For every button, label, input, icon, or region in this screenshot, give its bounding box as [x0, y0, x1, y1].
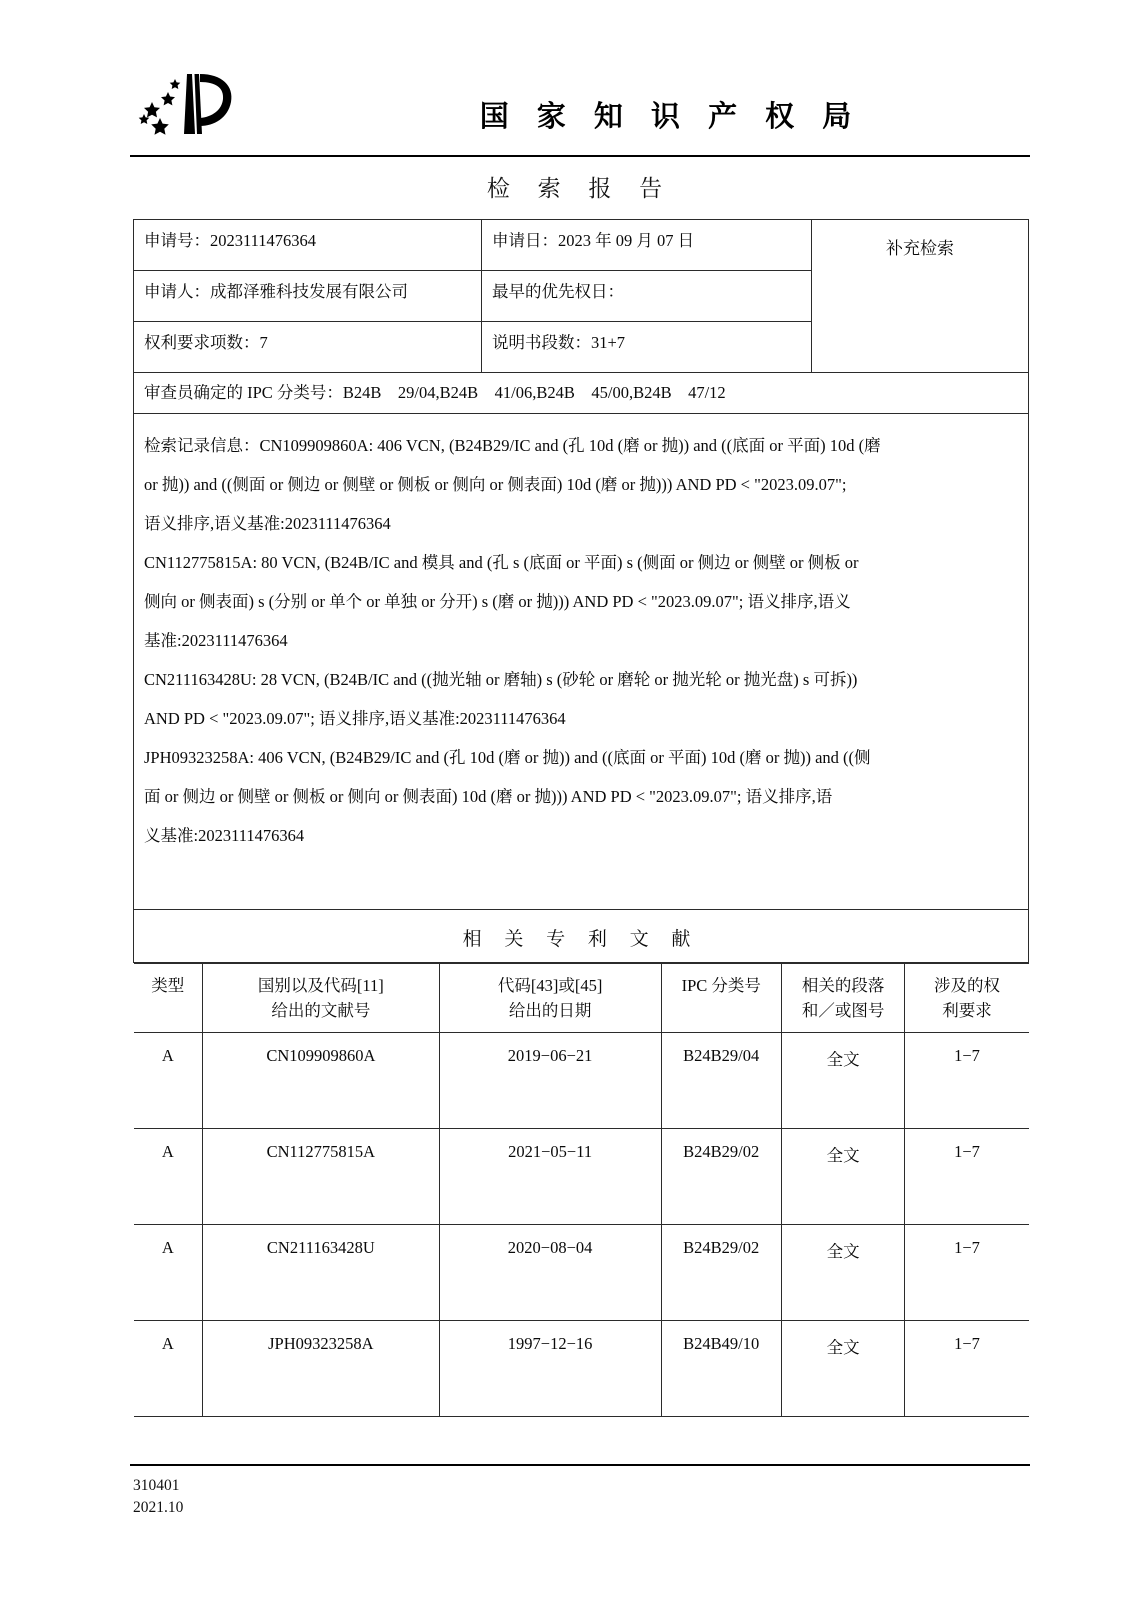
search-record-line: 面 or 侧边 or 侧壁 or 侧板 or 侧向 or 侧表面) 10d (磨 or 抛))) AND PD < "2023.09.07"; 语义排序,语 [144, 786, 833, 806]
claims-count-label: 权利要求项数：7 [144, 333, 268, 352]
table-row [134, 373, 1029, 414]
cnipa-emblem-icon [130, 62, 250, 150]
ipc-value: B24B49/10 [683, 1333, 760, 1353]
search-record-line: CN211163428U: 28 VCN, (B24B/IC and ((抛光轴 or 磨轴) s (砂轮 or 磨轮 or 抛光轮 or 抛光盘) s 可拆)) [144, 669, 858, 689]
table-row [134, 413, 1029, 909]
ipc-value: B24B29/04 [683, 1045, 760, 1065]
footer [133, 1475, 183, 1520]
column-header-date-label [440, 964, 661, 1032]
column-header-ipc-label [662, 964, 781, 1007]
column-header-date [439, 963, 661, 1032]
column-header-doc-number [203, 963, 440, 1032]
applicant-cell [134, 271, 482, 322]
search-records-block [134, 414, 1028, 855]
claims-value: 1−7 [954, 1045, 980, 1065]
column-header-claims [905, 963, 1029, 1032]
header-divider [130, 155, 1030, 157]
ipc-value: B24B29/02 [683, 1141, 760, 1161]
earliest-priority-label: 最早的优先权日： [492, 282, 624, 301]
cell-ipc [661, 1128, 781, 1224]
search-records-cell [134, 413, 1029, 909]
table-row [134, 220, 1029, 271]
col-line-2: 给出的日期 [508, 1001, 592, 1021]
table-row [134, 962, 1029, 1417]
paragraphs-value: 全文 [826, 1049, 860, 1069]
application-number-cell [134, 220, 482, 271]
search-record-line: JPH09323258A: 406 VCN, (B24B29/IC and (孔 10d (磨 or 抛)) and ((底面 or 平面) 10d (磨 or 抛)) and ((侧 [144, 747, 871, 767]
related-documents-table-cell [134, 962, 1029, 1417]
cell-type [134, 1128, 203, 1224]
application-number-label: 申请号：2023111476364 [144, 231, 317, 250]
form-revision: 2021.10 [133, 1499, 184, 1517]
footer-divider [130, 1464, 1030, 1466]
type-value: A [161, 1237, 174, 1257]
cell-type [134, 1320, 203, 1416]
column-header-type [134, 963, 203, 1032]
claims-value: 1−7 [954, 1333, 980, 1353]
cell-doc-number [203, 1032, 440, 1128]
cell-claims [905, 1224, 1029, 1320]
report-table [133, 219, 1029, 1417]
application-date-cell [482, 220, 812, 271]
cell-paragraphs [781, 1128, 905, 1224]
table-row [134, 1032, 1029, 1128]
cell-claims [905, 1320, 1029, 1416]
table-header-row [134, 963, 1029, 1032]
cell-date [439, 1320, 661, 1416]
type-value: A [161, 1333, 174, 1353]
cell-doc-number [203, 1320, 440, 1416]
col-line-1: 代码[43]或[45] [497, 975, 603, 995]
search-record-line: CN112775815A: 80 VCN, (B24B/IC and 模具 and (孔 s (底面 or 平面) s (侧面 or 侧边 or 侧壁 or 侧板 or [144, 552, 859, 572]
type-value: A [161, 1141, 174, 1161]
claims-value: 1−7 [954, 1141, 980, 1161]
col-line-2: 利要求 [942, 1001, 992, 1021]
col-line-1: 涉及的权 [933, 975, 1000, 995]
doc-number-value: JPH09323258A [268, 1333, 374, 1353]
cell-type [134, 1224, 203, 1320]
related-documents-title: 相 关 专 利 文 献 [462, 928, 700, 950]
col-line-1: 相关的段落 [801, 975, 885, 995]
table-row [134, 1320, 1029, 1416]
document-title: 检 索 报 告 [486, 176, 674, 201]
column-header-ipc [661, 963, 781, 1032]
table-row [134, 1128, 1029, 1224]
cell-type [134, 1032, 203, 1128]
claims-value: 1−7 [954, 1237, 980, 1257]
paragraphs-value: 全文 [826, 1145, 860, 1165]
masthead [130, 58, 1030, 150]
column-header-paragraphs-label [782, 964, 905, 1032]
column-header-type-label [134, 964, 203, 1007]
earliest-priority-cell [482, 271, 812, 322]
search-record-line: 侧向 or 侧表面) s (分别 or 单个 or 单独 or 分开) s (磨 or 抛))) AND PD < "2023.09.07"; 语义排序,语义 [144, 591, 851, 611]
cell-paragraphs [781, 1032, 905, 1128]
col-line-1: 国别以及代码[11] [257, 975, 384, 995]
col-line-1: 类型 [151, 975, 185, 995]
description-paragraphs-label: 说明书段数：31+7 [492, 333, 626, 352]
cell-paragraphs [781, 1320, 905, 1416]
table-row [134, 909, 1029, 962]
search-record-line: 义基准:2023111476364 [144, 825, 305, 845]
date-value: 1997−12−16 [507, 1333, 593, 1353]
doc-number-value: CN112775815A [266, 1141, 376, 1161]
applicant-label: 申请人：成都泽雅科技发展有限公司 [144, 282, 408, 301]
description-paragraphs-cell [482, 322, 812, 373]
doc-number-value: CN211163428U [266, 1237, 375, 1257]
claims-count-cell [134, 322, 482, 373]
col-line-2: 给出的文献号 [271, 1001, 371, 1021]
related-documents-table [134, 963, 1029, 1417]
cell-doc-number [203, 1224, 440, 1320]
related-documents-title-cell [134, 909, 1029, 962]
search-record-line: 基准:2023111476364 [144, 630, 288, 650]
doc-number-value: CN109909860A [266, 1045, 376, 1065]
ipc-classification-cell [134, 373, 1029, 414]
ipc-classification-label: 审查员确定的 IPC 分类号：B24B 29/04,B24B 41/06,B24B 45/00,B24B 47/12 [144, 383, 726, 402]
column-header-paragraphs [781, 963, 905, 1032]
supplementary-search-cell [812, 220, 1029, 373]
search-record-line: 检索记录信息：CN109909860A: 406 VCN, (B24B29/IC and (孔 10d (磨 or 抛)) and ((底面 or 平面) 10d (磨 [144, 435, 881, 455]
ipc-value: B24B29/02 [683, 1237, 760, 1257]
search-record-line: AND PD < "2023.09.07"; 语义排序,语义基准:2023111476364 [144, 708, 566, 728]
column-header-claims-label [905, 964, 1028, 1032]
cell-paragraphs [781, 1224, 905, 1320]
cell-ipc [661, 1032, 781, 1128]
paragraphs-value: 全文 [826, 1241, 860, 1261]
cell-ipc [661, 1224, 781, 1320]
date-value: 2021−05−11 [508, 1141, 593, 1161]
cell-claims [905, 1128, 1029, 1224]
cell-ipc [661, 1320, 781, 1416]
date-value: 2019−06−21 [507, 1045, 593, 1065]
search-record-line: 语义排序,语义基准:2023111476364 [144, 513, 391, 533]
col-line-1: IPC 分类号 [681, 975, 761, 995]
cell-date [439, 1224, 661, 1320]
cell-doc-number [203, 1128, 440, 1224]
page-title: 国 家 知 识 产 权 局 [479, 99, 861, 133]
cell-date [439, 1128, 661, 1224]
cell-claims [905, 1032, 1029, 1128]
supplementary-search-label: 补充检索 [886, 239, 954, 258]
paragraphs-value: 全文 [826, 1337, 860, 1357]
form-code: 310401 [133, 1477, 180, 1494]
col-line-2: 和／或图号 [801, 1001, 885, 1021]
cell-date [439, 1032, 661, 1128]
table-row [134, 1224, 1029, 1320]
application-date-label: 申请日：2023 年 09 月 07 日 [492, 231, 695, 250]
search-record-line: or 抛)) and ((侧面 or 侧边 or 侧壁 or 侧板 or 侧向 or 侧表面) 10d (磨 or 抛))) AND PD < "2023.09.07"; [144, 474, 847, 494]
column-header-doc-number-label [203, 964, 439, 1032]
date-value: 2020−08−04 [507, 1237, 593, 1257]
type-value: A [161, 1045, 174, 1065]
